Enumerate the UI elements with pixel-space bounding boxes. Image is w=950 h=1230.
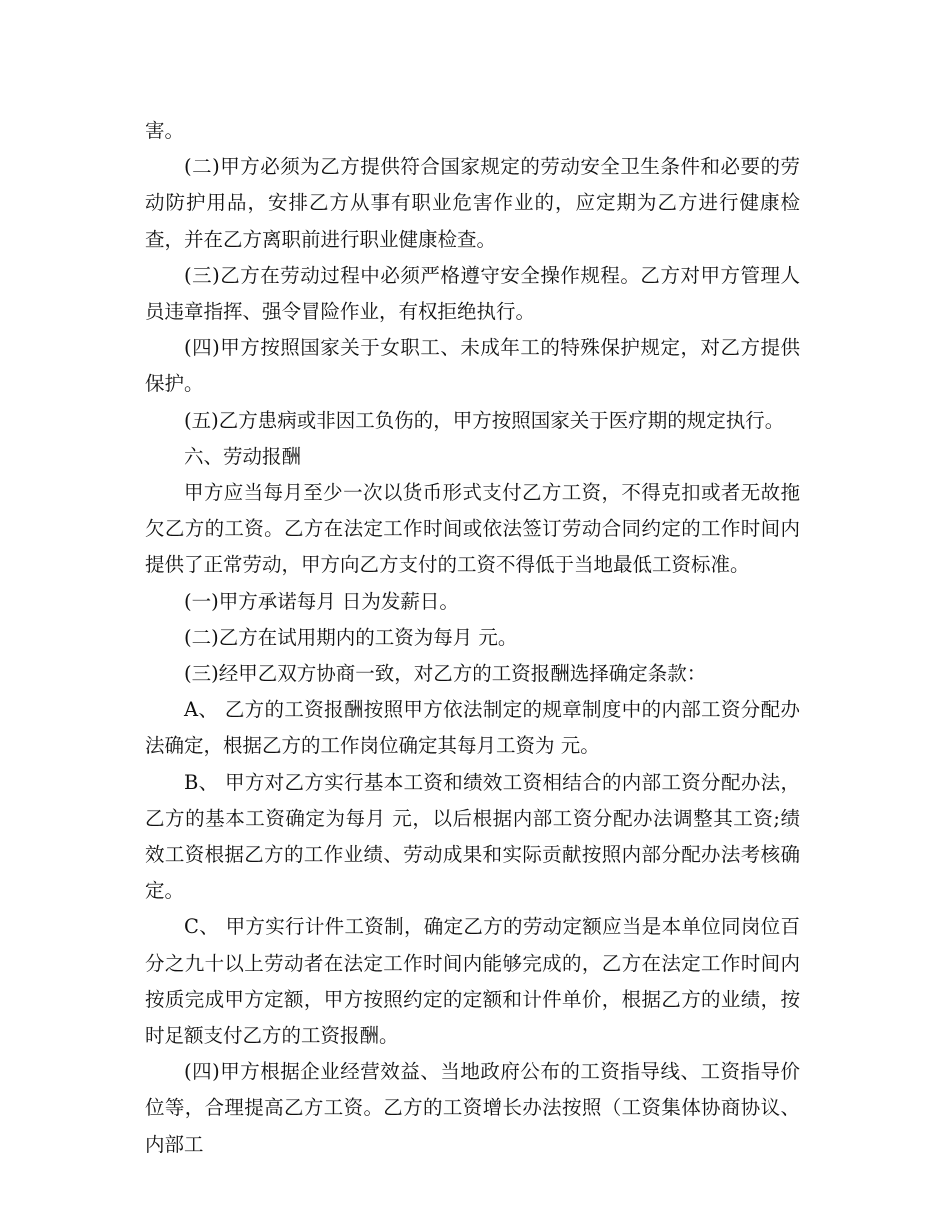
paragraph-option-b: B、 甲方对乙方实行基本工资和绩效工资相结合的内部工资分配办法，乙方的基本工资确定为每月 元，以后根据内部工资分配办法调整其工资;绩效工资根据乙方的工作业绩、劳动成果和实际贡献按照内部分配办法考核确定。 <box>145 770 800 903</box>
paragraph-payday: (一)甲方承诺每月 日为发薪日。 <box>184 589 459 613</box>
paragraph-wage-options-intro: (三)经甲乙双方协商一致，对乙方的工资报酬选择确定条款： <box>184 662 707 686</box>
paragraph-clause-5-medical: (五)乙方患病或非因工负伤的，甲方按照国家关于医疗期的规定执行。 <box>184 408 785 432</box>
paragraph-remuneration-intro: 甲方应当每月至少一次以货币形式支付乙方工资，不得克扣或者无故拖欠乙方的工资。乙方在法定工作时间或依法签订劳动合同约定的工作时间内提供了正常劳动，甲方向乙方支付的工资不得低于当地最低工资标准。 <box>145 481 800 577</box>
document-body <box>145 113 800 1163</box>
paragraph-option-c: C、 甲方实行计件工资制，确定乙方的劳动定额应当是本单位同岗位百分之九十以上劳动者在法定工作时间内能够完成的，乙方在法定工作时间内按质完成甲方定额，甲方按照约定的定额和计件单价，根据乙方的业绩，按时足额支付乙方的工资报酬。 <box>145 915 800 1048</box>
paragraph-option-a: A、 乙方的工资报酬按照甲方依法制定的规章制度中的内部工资分配办法确定，根据乙方的工作岗位确定其每月工资为 元。 <box>145 698 800 758</box>
paragraph-clause-3-safety: (三)乙方在劳动过程中必须严格遵守安全操作规程。乙方对甲方管理人员违章指挥、强令冒险作业，有权拒绝执行。 <box>145 263 800 324</box>
paragraph-clause-4-special-protection: (四)甲方按照国家关于女职工、未成年工的特殊保护规定，对乙方提供保护。 <box>145 336 800 396</box>
paragraph-clause-2-protection: (二)甲方必须为乙方提供符合国家规定的劳动安全卫生条件和必要的劳动防护用品，安排乙方从事有职业危害作业的，应定期为乙方进行健康检查，并在乙方离职前进行职业健康检查。 <box>145 155 800 251</box>
section-heading-remuneration: 六、劳动报酬 <box>184 444 302 468</box>
paragraph-wage-increase: (四)甲方根据企业经营效益、当地政府公布的工资指导线、工资指导价位等，合理提高乙方工资。乙方的工资增长办法按照（工资集体协商协议、内部工 <box>145 1060 800 1156</box>
paragraph-probation-wage: (二)乙方在试用期内的工资为每月 元。 <box>184 625 518 649</box>
paragraph-continuation: 害。 <box>145 119 185 142</box>
